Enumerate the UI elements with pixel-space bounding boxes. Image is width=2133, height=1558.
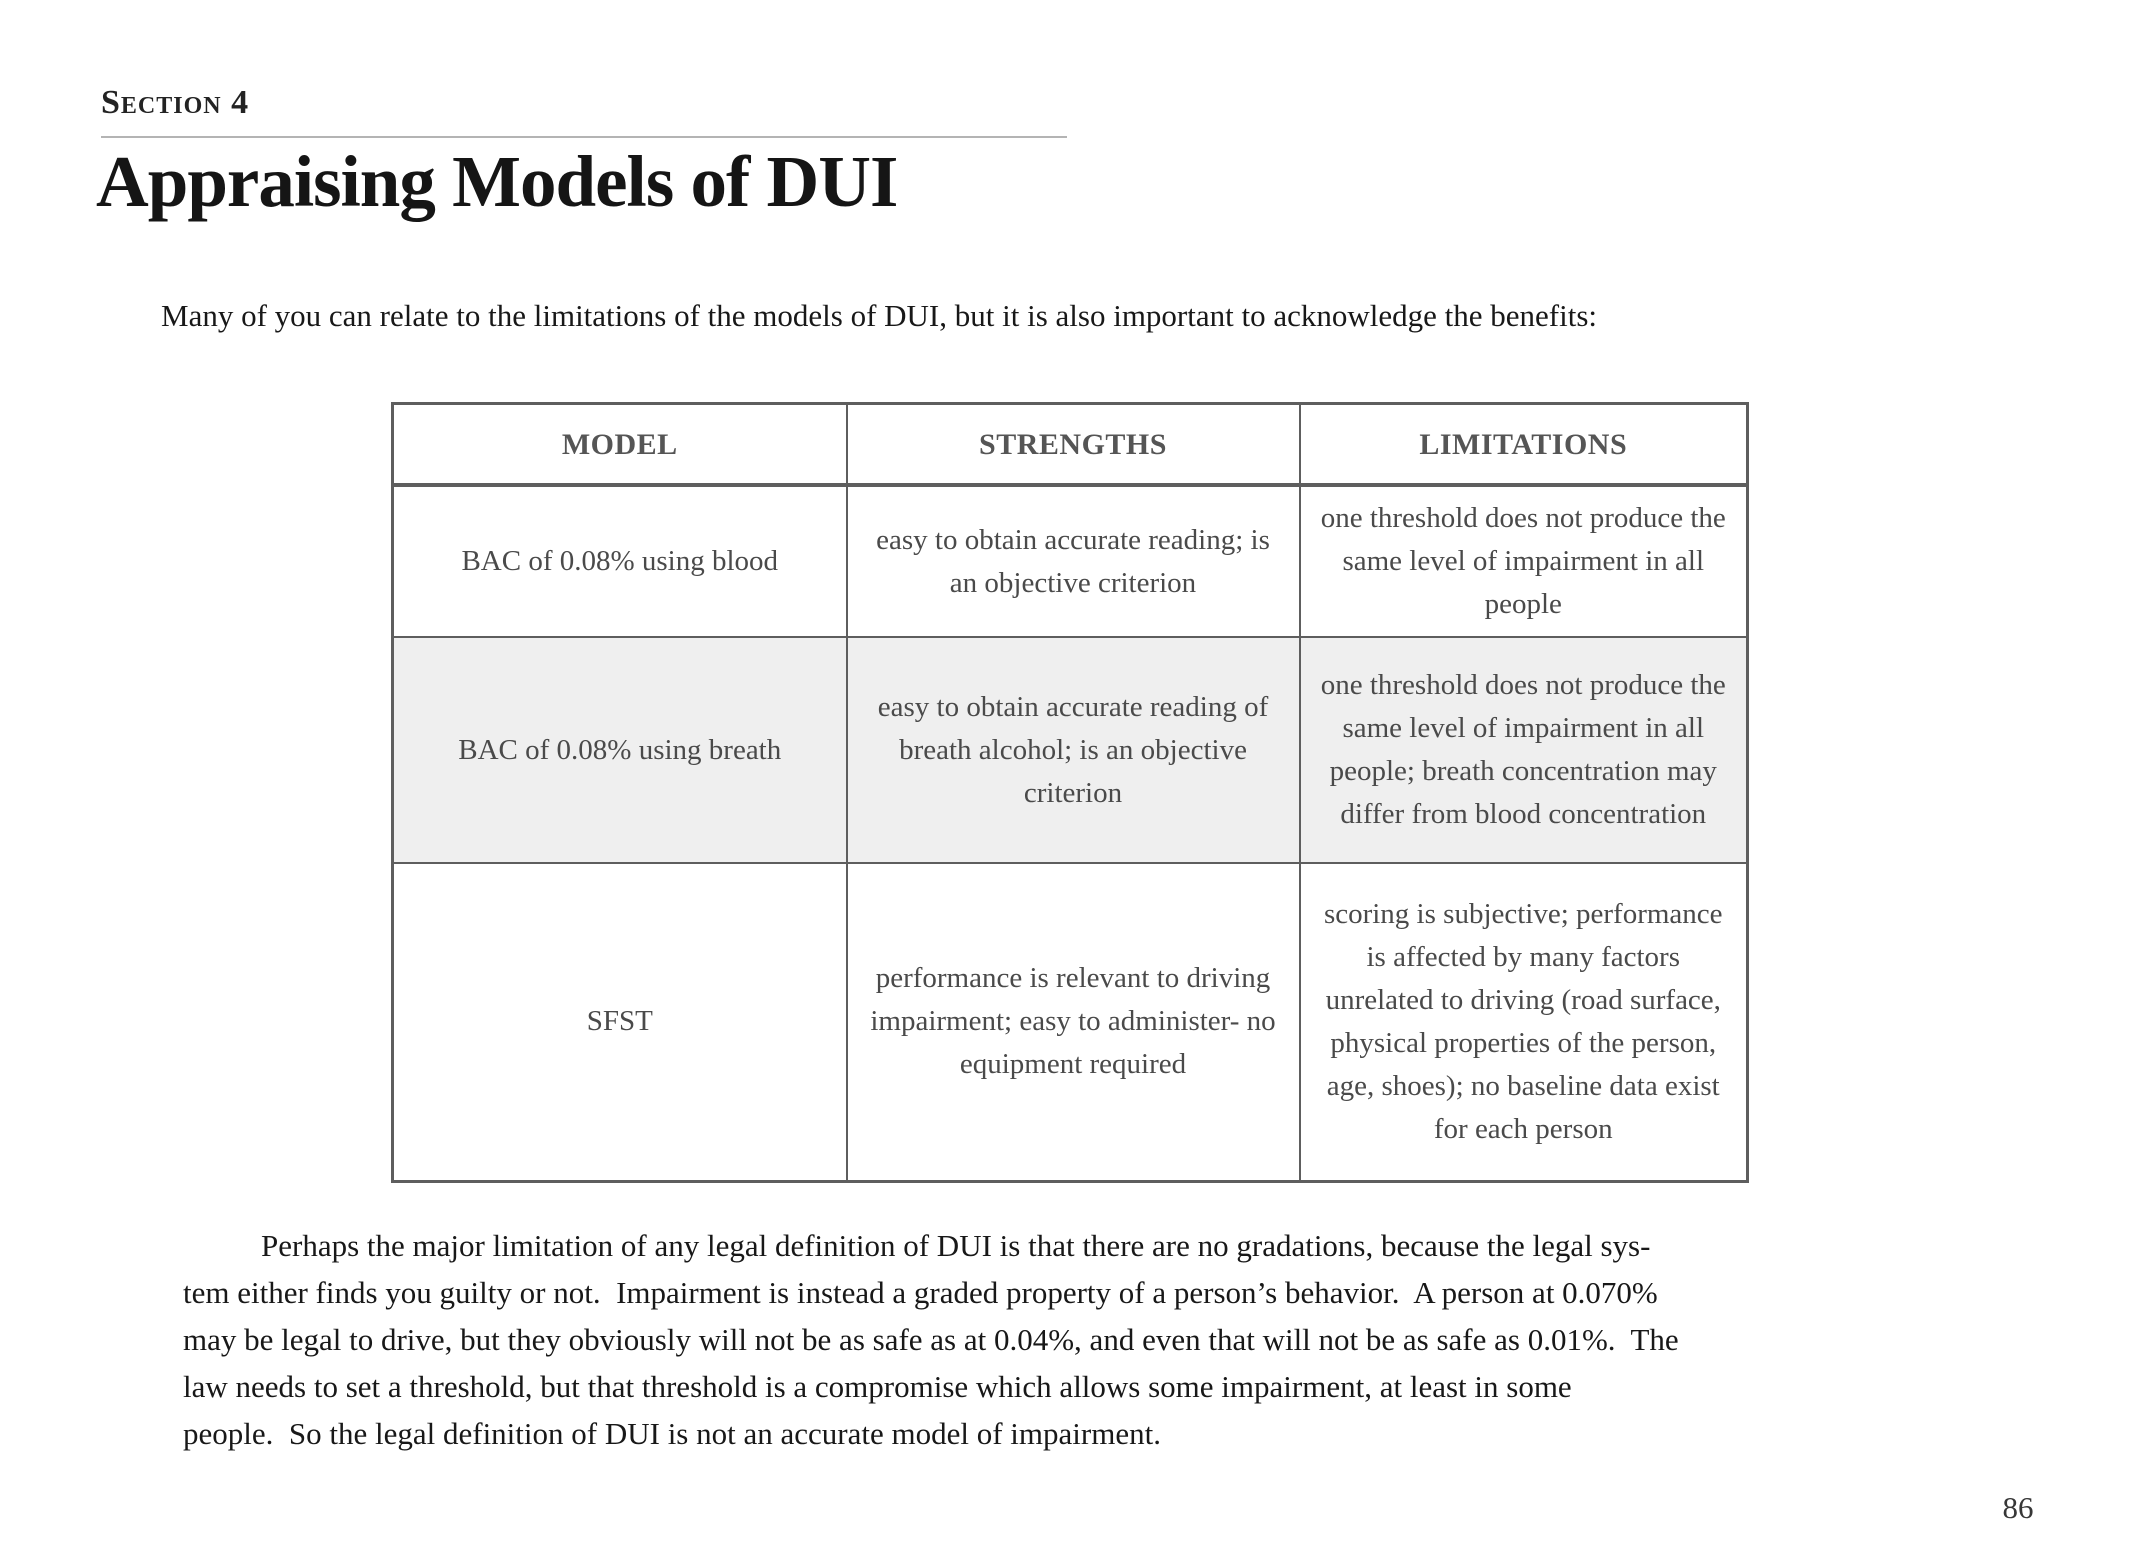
table-row-bac-breath [393, 637, 1748, 863]
strengths-cell: easy to obtain accurate reading of breath alcohol; is an objective criterion [847, 637, 1300, 863]
column-header-limitations: LIMITATIONS [1300, 404, 1748, 486]
intro-paragraph: Many of you can relate to the limitations of the models of DUI, but it is also important to acknowledge the benefits: [161, 298, 1598, 333]
dui-models-table-container [391, 402, 1746, 1183]
table-row-sfst [393, 863, 1748, 1181]
limitations-cell: scoring is subjective; performance is affected by many factors unrelated to driving (road surface, physical properties of the person, age, shoes); no baseline data exist for each person [1300, 863, 1748, 1181]
model-cell: BAC of 0.08% using blood [393, 485, 847, 637]
strengths-cell: easy to obtain accurate reading; is an objective criterion [847, 485, 1300, 637]
table-header-row [393, 404, 1748, 486]
paragraph-line: Perhaps the major limitation of any legal definition of DUI is that there are no gradations, because the legal sys- [261, 1228, 1651, 1263]
paragraph-line: people. So the legal definition of DUI is not an accurate model of impairment. [183, 1416, 1161, 1451]
column-header-strengths: STRENGTHS [847, 404, 1300, 486]
page-number: 86 [2002, 1490, 2034, 1525]
column-header-model: MODEL [393, 404, 847, 486]
model-cell: SFST [393, 863, 847, 1181]
paragraph-line: tem either finds you guilty or not. Impairment is instead a graded property of a person’s behavior. A person at 0.070% [183, 1275, 1658, 1310]
table-row-bac-blood [393, 485, 1748, 637]
strengths-cell: performance is relevant to driving impairment; easy to administer- no equipment required [847, 863, 1300, 1181]
body-paragraph [183, 1222, 1973, 1457]
limitations-cell: one threshold does not produce the same level of impairment in all people [1300, 485, 1748, 637]
dui-models-table [391, 402, 1749, 1183]
section-rule-divider [101, 136, 1067, 138]
paragraph-line: law needs to set a threshold, but that threshold is a compromise which allows some impairment, at least in some [183, 1369, 1572, 1404]
limitations-cell: one threshold does not produce the same level of impairment in all people; breath concentration may differ from blood concentration [1300, 637, 1748, 863]
model-cell: BAC of 0.08% using breath [393, 637, 847, 863]
paragraph-line: may be legal to drive, but they obviously will not be as safe as at 0.04%, and even that will not be as safe as 0.01%. The [183, 1322, 1679, 1357]
page-title: Appraising Models of DUI [96, 141, 898, 222]
section-label: Section 4 [101, 84, 250, 121]
